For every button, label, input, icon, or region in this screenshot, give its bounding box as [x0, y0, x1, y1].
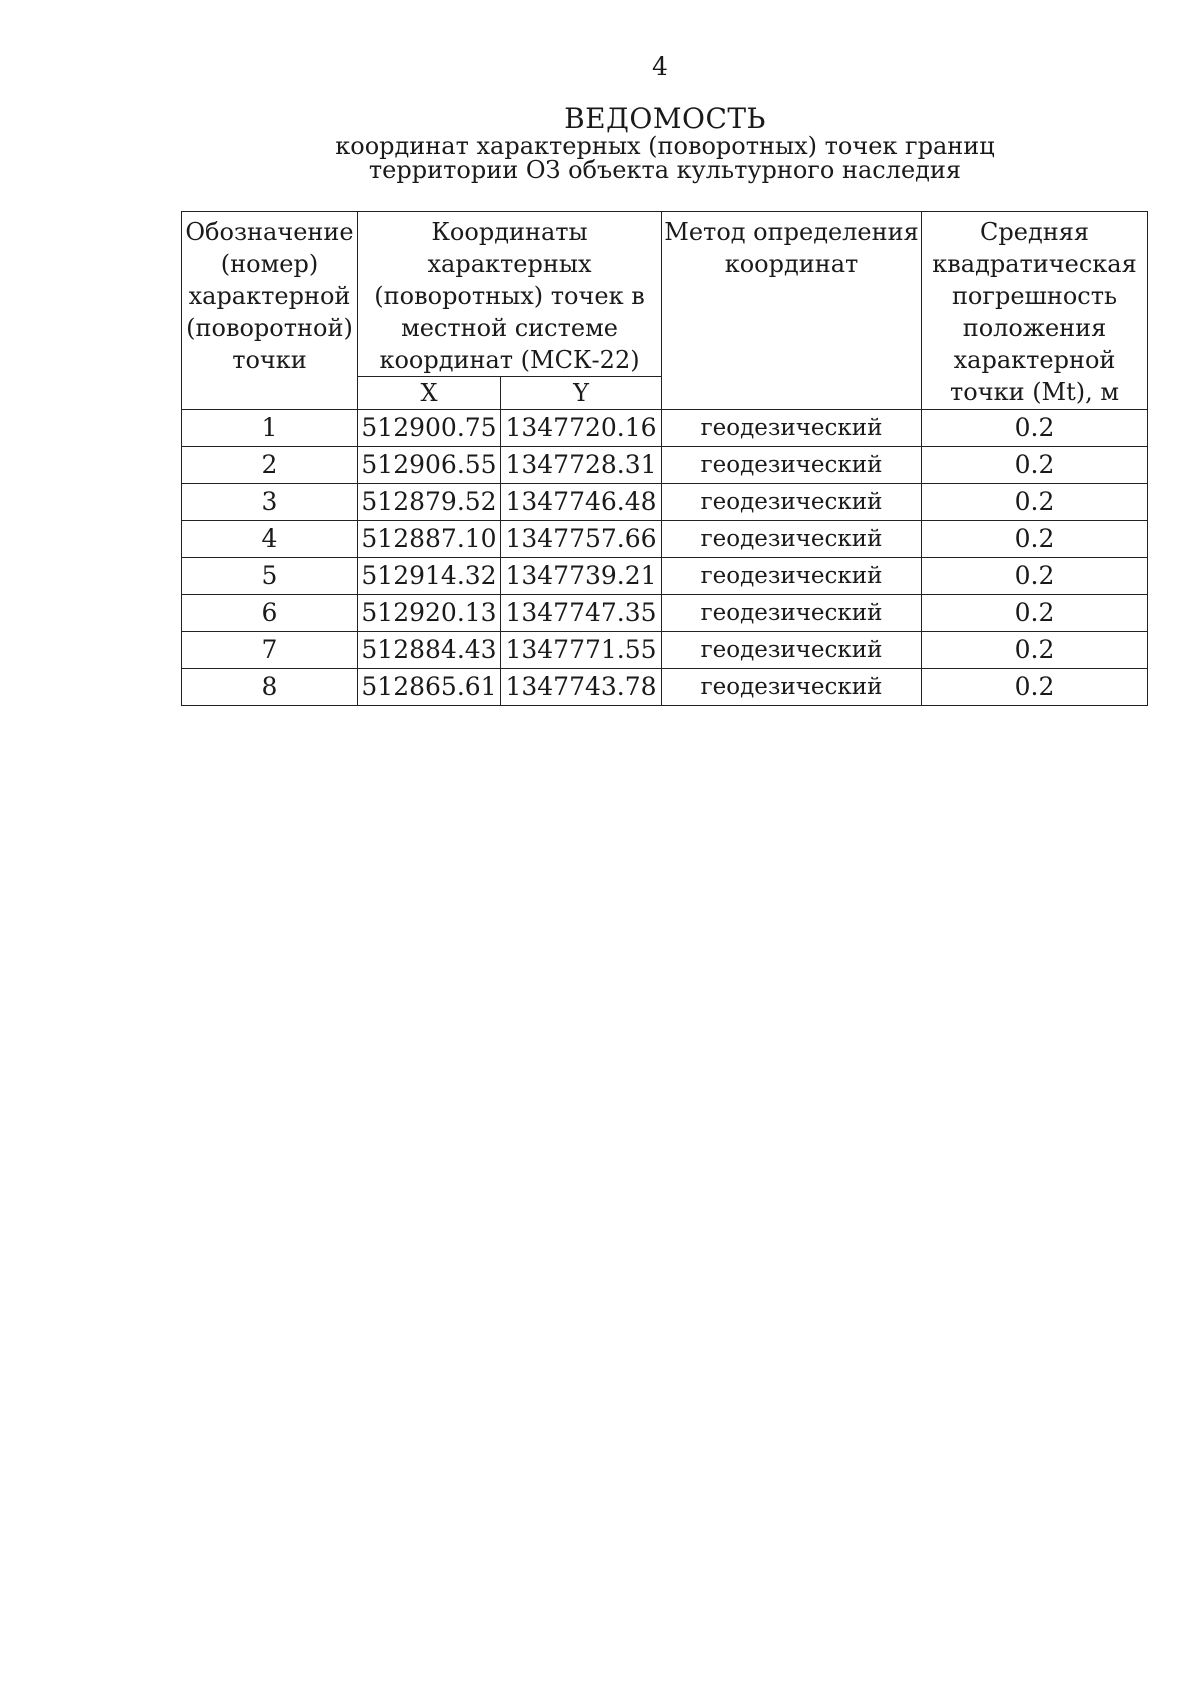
cell-point: 6 [182, 595, 358, 632]
cell-point: 5 [182, 558, 358, 595]
table-row [182, 595, 1148, 632]
cell-method: геодезический [662, 632, 922, 669]
cell-method: геодезический [662, 447, 922, 484]
header-text-line: положения [962, 314, 1107, 342]
cell-error: 0.2 [922, 521, 1148, 558]
cell-x: 512887.10 [358, 521, 501, 558]
cell-error: 0.2 [922, 669, 1148, 706]
coordinates-table [181, 211, 1148, 706]
document-subtitle-line-1: координат характерных (поворотных) точек границ [335, 132, 995, 160]
document-title: ВЕДОМОСТЬ [564, 102, 766, 135]
header-text-line: Обозначение [185, 218, 354, 246]
table-row [182, 484, 1148, 521]
header-text-line: точки (Mt), м [949, 378, 1120, 406]
header-mean-square-error [922, 212, 1148, 410]
header-point-designation [182, 212, 358, 410]
cell-error: 0.2 [922, 595, 1148, 632]
header-method [662, 212, 922, 410]
header-text-line: (поворотных) точек в [374, 282, 645, 310]
table-row [182, 558, 1148, 595]
cell-error: 0.2 [922, 632, 1148, 669]
header-text-line: Метод определения [664, 218, 919, 246]
cell-x: 512884.43 [358, 632, 501, 669]
cell-y: 1347746.48 [501, 484, 662, 521]
cell-x: 512900.75 [358, 410, 501, 447]
cell-y: 1347757.66 [501, 521, 662, 558]
header-text-line: Средняя [980, 218, 1089, 246]
header-text-line: Координаты [431, 218, 588, 246]
header-text-line: характерной [188, 282, 351, 310]
header-y: Y [501, 377, 662, 410]
cell-point: 2 [182, 447, 358, 484]
cell-method: геодезический [662, 484, 922, 521]
header-coordinates [358, 212, 662, 377]
title-block [280, 104, 1050, 182]
cell-point: 8 [182, 669, 358, 706]
header-text-line: местной системе [401, 314, 618, 342]
cell-y: 1347747.35 [501, 595, 662, 632]
header-text-line: характерной [953, 346, 1116, 374]
cell-point: 3 [182, 484, 358, 521]
table-row [182, 632, 1148, 669]
cell-y: 1347720.16 [501, 410, 662, 447]
cell-point: 7 [182, 632, 358, 669]
header-text-line: характерных [427, 250, 592, 278]
header-text-line: точки [232, 346, 307, 374]
cell-method: геодезический [662, 595, 922, 632]
table-row [182, 447, 1148, 484]
cell-x: 512914.32 [358, 558, 501, 595]
cell-method: геодезический [662, 558, 922, 595]
document-subtitle-line-2: территории ОЗ объекта культурного наследия [368, 156, 962, 184]
cell-x: 512865.61 [358, 669, 501, 706]
table-row [182, 521, 1148, 558]
cell-method: геодезический [662, 521, 922, 558]
cell-x: 512906.55 [358, 447, 501, 484]
cell-point: 1 [182, 410, 358, 447]
cell-y: 1347743.78 [501, 669, 662, 706]
header-x: X [358, 377, 501, 410]
cell-y: 1347771.55 [501, 632, 662, 669]
header-text-line: погрешность [951, 282, 1118, 310]
header-text-line: (поворотной) [186, 314, 353, 342]
cell-point: 4 [182, 521, 358, 558]
header-text-line: координат (МСК-22) [379, 346, 640, 374]
header-text-line: координат [724, 250, 859, 278]
cell-error: 0.2 [922, 558, 1148, 595]
table-header-row [182, 212, 1148, 377]
cell-error: 0.2 [922, 447, 1148, 484]
cell-y: 1347739.21 [501, 558, 662, 595]
cell-method: геодезический [662, 669, 922, 706]
cell-error: 0.2 [922, 484, 1148, 521]
cell-x: 512879.52 [358, 484, 501, 521]
cell-x: 512920.13 [358, 595, 501, 632]
cell-method: геодезический [662, 410, 922, 447]
cell-error: 0.2 [922, 410, 1148, 447]
table-row [182, 410, 1148, 447]
cell-y: 1347728.31 [501, 447, 662, 484]
page-number: 4 [652, 52, 668, 81]
header-text-line: квадратическая [932, 250, 1137, 278]
table-row [182, 669, 1148, 706]
header-text-line: (номер) [220, 250, 319, 278]
